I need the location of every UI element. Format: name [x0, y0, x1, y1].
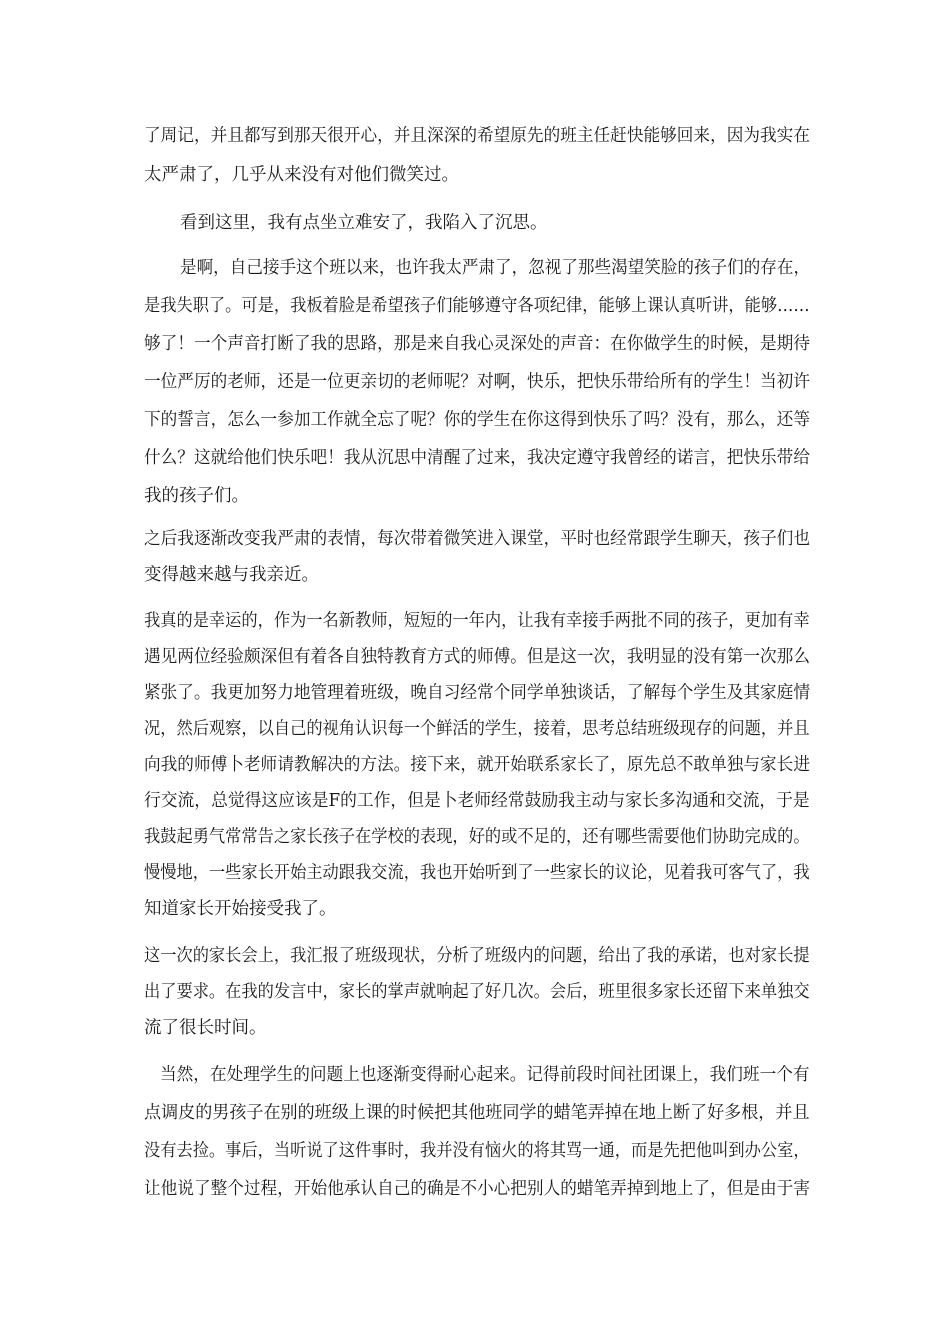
- text-line: 下的誓言，怎么一参加工作就全忘了呢？你的学生在你这得到快乐了吗？没有，那么，还等: [144, 410, 810, 430]
- text-line: 况，然后观察，以自己的视角认识每一个鲜活的学生，接着，思考总结班级现存的问题，并且: [144, 719, 810, 739]
- text-line: 变得越来越与我亲近。: [144, 565, 319, 585]
- text-line: 了周记，并且都写到那天很开心，并且深深的希望原先的班主任赶快能够回来，因为我实在: [144, 126, 810, 146]
- text-line: 流了很长时间。: [144, 1018, 267, 1038]
- text-line: 看到这里，我有点坐立难安了，我陷入了沉思。: [180, 213, 548, 233]
- text-line: 遇见两位经验颇深但有着各自独特教育方式的师傅。但是这一次，我明显的没有第一次那么: [144, 647, 810, 667]
- text-line: 是啊，自己接手这个班以来，也许我太严肃了，忽视了那些渴望笑脸的孩子们的存在，: [180, 258, 811, 278]
- text-line: 太严肃了，几乎从来没有对他们微笑过。: [144, 165, 459, 185]
- text-line: 我真的是幸运的，作为一名新教师，短短的一年内，让我有幸接手两批不同的孩子，更加有幸: [144, 611, 810, 631]
- text-line: 一位严厉的老师，还是一位更亲切的老师呢？对啊，快乐，把快乐带给所有的学生！当初许: [144, 372, 810, 392]
- text-line: 是我失职了。可是，我板着脸是希望孩子们能够遵守各项纪律，能够上课认真听讲，能够……: [144, 296, 810, 316]
- text-line: 够了！一个声音打断了我的思路，那是来自我心灵深处的声音：在你做学生的时候，是期待: [144, 334, 810, 354]
- text-line: 让他说了整个过程，开始他承认自己的确是不小心把别人的蜡笔弄掉到地上了，但是由于害: [144, 1179, 810, 1199]
- text-line: 向我的师傅卜老师请教解决的方法。接下来，就开始联系家长了，原先总不敢单独与家长进: [144, 755, 810, 775]
- text-line: 我的孩子们。: [144, 486, 249, 506]
- text-line: 点调皮的男孩子在别的班级上课的时候把其他班同学的蜡笔弄掉在地上断了好多根，并且: [144, 1103, 810, 1123]
- text-line: 慢慢地，一些家长开始主动跟我交流，我也开始听到了一些家长的议论，见着我可客气了，我: [144, 863, 810, 883]
- text-line: 行交流，总觉得这应该是F的工作，但是卜老师经常鼓励我主动与家长多沟通和交流，于是: [144, 791, 810, 811]
- text-line: 这一次的家长会上，我汇报了班级现状，分析了班级内的问题，给出了我的承诺，也对家长提: [144, 946, 810, 966]
- text-line: 我鼓起勇气常常告之家长孩子在学校的表现，好的或不足的，还有哪些需要他们协助完成的。: [144, 827, 810, 847]
- text-line: 出了要求。在我的发言中，家长的掌声就响起了好几次。会后，班里很多家长还留下来单独交: [144, 982, 810, 1002]
- text-line: 知道家长开始接受我了。: [144, 899, 337, 919]
- text-line: 之后我逐渐改变我严肃的表情，每次带着微笑进入课堂，平时也经常跟学生聊天，孩子们也: [144, 529, 810, 549]
- text-line: 没有去捡。事后，当听说了这件事时，我并没有恼火的将其骂一通，而是先把他叫到办公室，: [144, 1141, 810, 1161]
- text-line: 当然，在处理学生的问题上也逐渐变得耐心起来。记得前段时间社团课上，我们班一个有: [160, 1065, 810, 1085]
- text-line: 紧张了。我更加努力地管理着班级，晚自习经常个同学单独谈话，了解每个学生及其家庭情: [144, 683, 810, 703]
- text-line: 什么？这就给他们快乐吧！我从沉思中清醒了过来，我决定遵守我曾经的诺言，把快乐带给: [144, 448, 810, 468]
